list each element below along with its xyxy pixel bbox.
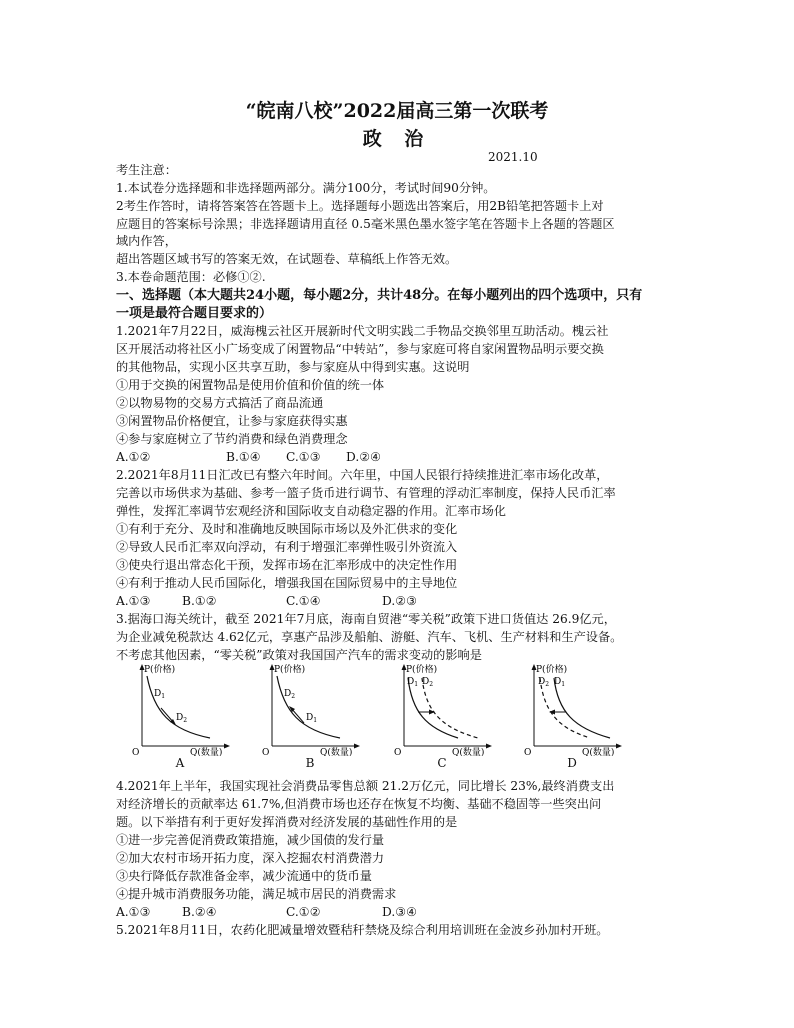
q1-stem: 的其他物品，实现小区共享互助，参与家庭从中得到实惠。这说明: [116, 360, 470, 374]
q2-stem: 完善以市场供求为基础、参考一篮子货币进行调节、有管理的浮动汇率制度，保持人民币汇率: [116, 486, 616, 500]
q4-stem: 对经济增长的贡献率达 61.7%,但消费市场也还存在恢复不均衡、基础不稳固等一些突出问: [116, 797, 602, 811]
figure-d-graph: [522, 660, 622, 756]
origin-label: O: [524, 748, 532, 756]
q2-option-a[interactable]: A.①③: [116, 594, 151, 608]
curve-label-2: $D_2$: [422, 677, 434, 688]
origin-label: O: [394, 748, 402, 756]
figure-d-label: D: [567, 756, 577, 770]
q4-options: [116, 904, 696, 921]
exam-date: 2021.10: [488, 150, 538, 164]
q4-item: ③央行降低存款准备金率，减少流通中的货币量: [116, 869, 372, 883]
figure-a-graph: [130, 660, 230, 756]
q1-option-a[interactable]: A.①②: [116, 450, 151, 464]
q2-option-c[interactable]: C.①④: [286, 594, 321, 608]
q2-stem: 2.2021年8月11日汇改已有整六年时间。六年里，中国人民银行持续推进汇率市场化改革，: [116, 468, 609, 482]
demand-curve: [147, 676, 210, 738]
q-label: Q(数量): [582, 748, 615, 756]
q4-item: ①进一步完善促消费政策措施，减少国债的发行量: [116, 833, 385, 847]
notice-line: 3.本卷命题范围：必修①②.: [116, 270, 266, 284]
figure-c[interactable]: [392, 660, 492, 772]
q-axis-arrow: [224, 744, 230, 749]
q1-item: ④参与家庭树立了节约消费和绿色消费理念: [116, 432, 348, 446]
q4-stem: 4.2021年上半年，我国实现社会消费品零售总额 21.2万亿元，同比增长 23%,最终消费支出: [116, 779, 615, 793]
q-label: Q(数量): [320, 748, 353, 756]
section-heading: 一、选择题（本大题共24小题，每小题2分，共计48分。在每小题列出的四个选项中，只有: [116, 288, 643, 303]
q4-option-d[interactable]: D.③④: [382, 905, 418, 919]
curve-label-1: $D_2$: [538, 677, 550, 688]
q-axis-arrow: [486, 744, 492, 749]
notice-line: 超出答题区域书写的答案无效，在试题卷、草稿纸上作答无效。: [116, 252, 458, 266]
curve-label-1: $D_1$: [407, 677, 419, 688]
q-axis-arrow: [354, 744, 360, 749]
curve-label-1: $D_1$: [154, 689, 166, 700]
q4-option-b[interactable]: B.②④: [182, 905, 217, 919]
q2-stem: 弹性，发挥汇率调节宏观经济和国际收支自动稳定器的作用。汇率市场化: [116, 504, 506, 518]
q-label: Q(数量): [190, 748, 223, 756]
q2-item: ①有利于充分、及时和准确地反映国际市场以及外汇供求的变化: [116, 522, 458, 536]
p-label: P(价格): [536, 665, 568, 675]
curve-label-1: $D_2$: [284, 689, 296, 700]
q2-item: ④有利于推动人民币国际化，增强我国在国际贸易中的主导地位: [116, 576, 458, 590]
q2-options: [116, 593, 696, 610]
q3-figures: [130, 660, 615, 772]
notice-heading: 考生注意：: [116, 163, 177, 177]
q2-option-d[interactable]: D.②③: [382, 594, 418, 608]
figure-b-graph: [260, 660, 360, 756]
q2-item: ③使央行退出常态化干预，发挥市场在汇率形成中的决定性作用: [116, 558, 458, 572]
figure-a-label: A: [175, 756, 185, 770]
figure-b[interactable]: [260, 660, 360, 772]
shift-arrowhead: [429, 710, 435, 715]
q3-stem: 3.据海口海关统计，截至 2021年7月底，海南自贸港“零关税”政策下进口货值达 26.9亿元，: [116, 612, 616, 626]
p-label: P(价格): [144, 665, 176, 675]
p-label: P(价格): [274, 665, 306, 675]
q4-option-c[interactable]: C.①②: [286, 905, 321, 919]
figure-b-label: B: [305, 756, 315, 770]
q3-stem: 不考虑其他因素，“零关税”政策对我国国产汽车的需求变动的影响是: [116, 648, 482, 662]
q1-option-d[interactable]: D.②④: [346, 450, 382, 464]
q2-item: ②导致人民币汇率双向浮动，有利于增强汇率弹性吸引外资流入: [116, 540, 458, 554]
curve-label-2: $D_1$: [306, 713, 318, 724]
q-axis-arrow: [616, 744, 622, 749]
figure-d[interactable]: [522, 660, 622, 772]
figure-c-graph: [392, 660, 492, 756]
q1-stem: 区开展活动将社区小广场变成了闲置物品“中转站”，参与家庭可将自家闲置物品明示要交换: [116, 342, 604, 356]
q4-option-a[interactable]: A.①③: [116, 905, 151, 919]
q1-item: ③闲置物品价格便宜，让参与家庭获得实惠: [116, 414, 348, 428]
section-heading-cont: 一项是最符合题目要求的）: [116, 306, 273, 321]
origin-label: O: [132, 748, 140, 756]
figure-a[interactable]: [130, 660, 230, 772]
p-label: P(价格): [406, 665, 438, 675]
notice-line: 域内作答，: [116, 234, 177, 248]
q-label: Q(数量): [452, 748, 485, 756]
notice-line: 1.本试卷分选择题和非选择题两部分。满分100分，考试时间90分钟。: [116, 181, 496, 195]
notice-line: 应题目的答案标号涂黑；非选择题请用直径 0.5毫米黑色墨水签字笔在答题卡上各题的答题区: [116, 217, 615, 231]
notice-line: 2考生作答时，请将答案答在答题卡上。选择题每小题选出答案后，用2B铅笔把答题卡上对: [116, 199, 604, 213]
exam-title: “皖南八校”2022届高三第一次联考: [245, 100, 549, 122]
q4-item: ④提升城市消费服务功能，满足城市居民的消费需求: [116, 887, 397, 901]
figure-c-label: C: [437, 756, 447, 770]
q1-stem: 1.2021年7月22日，威海槐云社区开展新时代文明实践二手物品交换邻里互助活动。槐云社: [116, 324, 609, 338]
q4-stem: 题。以下举措有利于更好发挥消费对经济发展的基础性作用的是: [116, 815, 458, 829]
q1-option-b[interactable]: B.①④: [226, 450, 261, 464]
q2-option-b[interactable]: B.①②: [182, 594, 217, 608]
demand-curve: [277, 676, 340, 738]
q3-stem: 为企业减免税款达 4.62亿元，享惠产品涉及船舶、游艇、汽车、飞机、生产材料和生产设备。: [116, 630, 623, 644]
exam-subject: 政 治: [362, 128, 432, 150]
q4-item: ②加大农村市场开拓力度，深入挖掘农村消费潜力: [116, 851, 385, 865]
curve-label-2: $D_2$: [176, 713, 188, 724]
q1-item: ②以物易物的交易方式搞活了商品流通: [116, 396, 324, 410]
q1-options: [116, 449, 696, 466]
curve-label-2: $D_1$: [554, 677, 566, 688]
origin-label: O: [262, 748, 270, 756]
q5-stem: 5.2021年8月11日，农药化肥减量增效暨秸秆禁烧及综合利用培训班在金波乡孙加村开班。: [116, 923, 609, 937]
q1-item: ①用于交换的闲置物品是使用价值和价值的统一体: [116, 378, 385, 392]
q1-option-c[interactable]: C.①③: [286, 450, 321, 464]
